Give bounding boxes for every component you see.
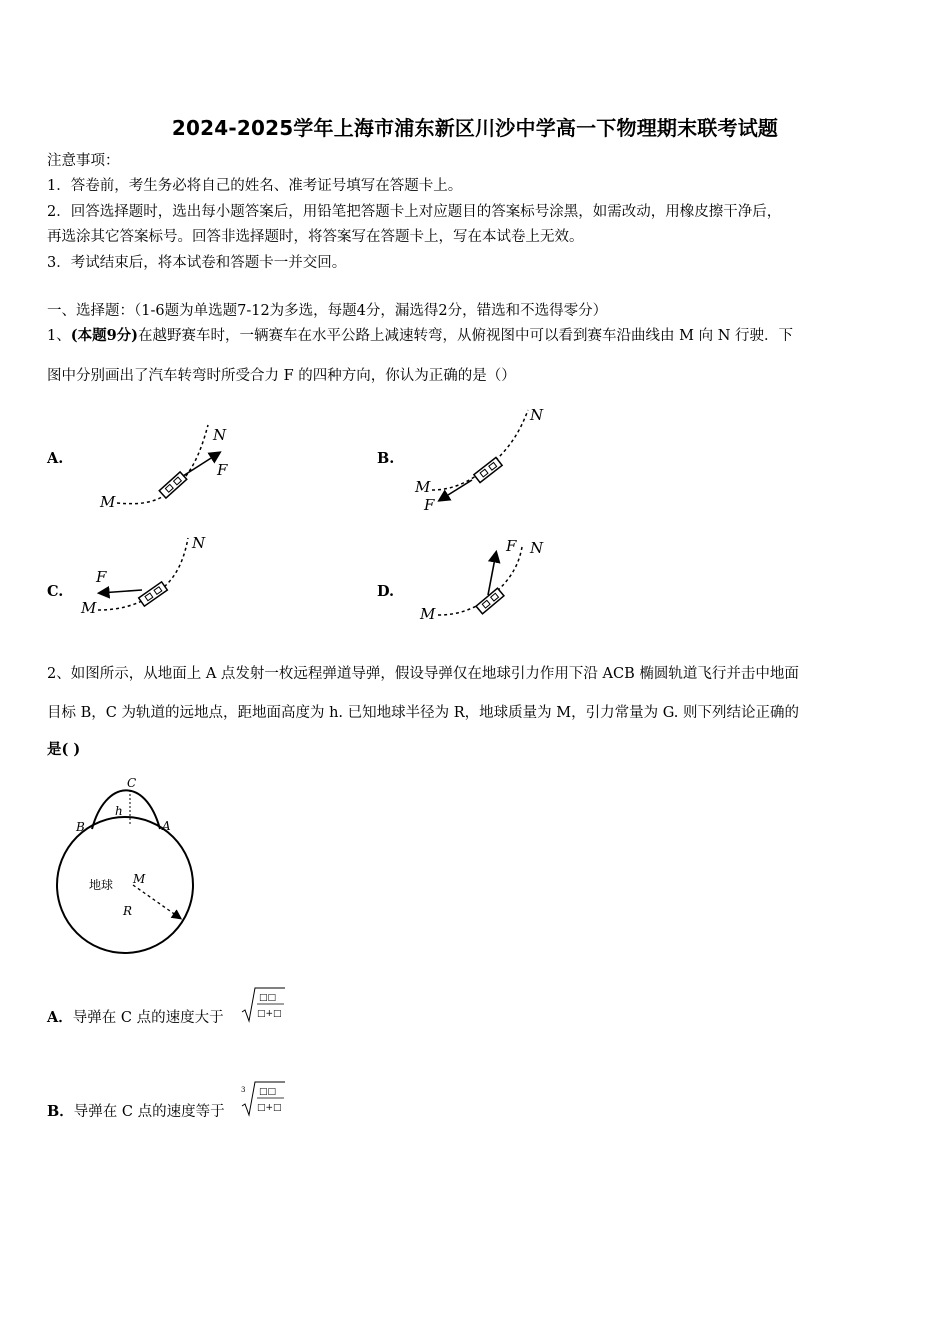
- page-title: 2024-2025学年上海市浦东新区川沙中学高一下物理期末联考试题: [171, 116, 779, 140]
- question-2-line2: 目标 B，C 为轨道的远地点，距地面高度为 h. 已知地球半径为 R，地球质量为 M，引力常量为 G. 则下列结论正确的: [47, 705, 800, 721]
- label-n: N: [192, 534, 206, 552]
- label-b: B: [76, 820, 85, 834]
- label-f: F: [96, 568, 107, 586]
- label-n: N: [530, 406, 544, 424]
- option-b-label[interactable]: B.: [377, 450, 395, 467]
- question-2-line1: 2、如图所示，从地面上 A 点发射一枚远程弹道导弹，假设导弹仅在地球引力作用下沿 ACB 椭圆轨道飞行并击中地面: [47, 666, 799, 682]
- force-arrow: [100, 590, 142, 593]
- label-a: A: [162, 819, 171, 833]
- label-f: F: [506, 537, 517, 555]
- label-r: R: [123, 904, 133, 918]
- notice-heading: 注意事项：: [47, 153, 120, 169]
- option-b-label: B．: [47, 1103, 74, 1120]
- sqrt-denominator: □+□: [257, 1009, 282, 1019]
- option-a-text: 导弹在 C 点的速度大于: [72, 1010, 224, 1026]
- label-m: M: [100, 493, 116, 511]
- label-m: M: [420, 605, 436, 623]
- label-h: h: [115, 804, 123, 818]
- notice-item: 再选涂其它答案标号。回答非选择题时，将答案写在答题卡上，写在本试卷上无效。: [47, 229, 584, 245]
- label-c: C: [127, 776, 137, 790]
- question-1-line1: [47, 326, 793, 346]
- question-number: 1、: [47, 328, 71, 344]
- car-icon: [474, 457, 502, 482]
- root-index: 3: [241, 1086, 246, 1094]
- option-d-label[interactable]: D.: [377, 583, 395, 600]
- section-heading: 一、选择题：（1-6题为单选题7-12为多选，每题4分，漏选得2分，错选和不选得零分）: [47, 303, 608, 319]
- sqrt-numerator: □□: [259, 993, 277, 1003]
- radius-arrow: [133, 885, 180, 918]
- car-icon: [159, 472, 186, 498]
- option-b-text: 导弹在 C 点的速度等于: [73, 1104, 225, 1120]
- orbit-diagram: [45, 770, 205, 955]
- sqrt-formula-b: [240, 1079, 288, 1121]
- question-score: (本题9分): [70, 327, 139, 344]
- label-f: F: [424, 496, 435, 512]
- car-icon: [476, 588, 504, 614]
- label-m: M: [81, 599, 97, 617]
- notice-item: 2．回答选择题时，选出每小题答案后，用铅笔把答题卡上对应题目的答案标号涂黑，如需改动，用橡皮擦干净后，: [47, 204, 782, 220]
- diagram-d: [410, 535, 560, 630]
- label-f: F: [217, 461, 228, 479]
- question-2-line3: 是( ): [47, 741, 81, 758]
- diagram-c: [78, 530, 228, 620]
- label-m: M: [415, 478, 431, 496]
- force-arrow: [440, 480, 472, 500]
- notice-item: 3．考试结束后，将本试卷和答题卡一并交回。: [47, 255, 347, 271]
- question-1-line2: 图中分别画出了汽车转弯时所受合力 F 的四种方向，你认为正确的是（）: [47, 368, 516, 384]
- label-n: N: [213, 426, 227, 444]
- label-n: N: [530, 539, 544, 557]
- label-m: M: [133, 872, 146, 886]
- label-earth: 地球: [89, 878, 114, 892]
- force-arrow: [183, 453, 219, 476]
- orbit-arc: [92, 790, 160, 829]
- sqrt-numerator: □□: [259, 1087, 277, 1097]
- option-a-label: A．: [47, 1009, 73, 1026]
- earth-circle: [57, 817, 193, 953]
- sqrt-denominator: □+□: [257, 1103, 282, 1113]
- option-c-label[interactable]: C.: [47, 583, 64, 600]
- diagram-a: [95, 415, 245, 515]
- diagram-b: [410, 402, 560, 512]
- option-b[interactable]: [47, 1102, 225, 1122]
- car-icon: [139, 582, 168, 606]
- option-a[interactable]: [47, 1008, 224, 1028]
- option-a-label[interactable]: A.: [47, 450, 64, 467]
- sqrt-formula-a: [240, 985, 288, 1027]
- notice-item: 1．答卷前，考生务必将自己的姓名、准考证号填写在答题卡上。: [47, 178, 463, 194]
- question-text: 在越野赛车时，一辆赛车在水平公路上减速转弯，从俯视图中可以看到赛车沿曲线由 M 向 N 行驶．下: [138, 328, 794, 344]
- force-arrow: [488, 553, 496, 595]
